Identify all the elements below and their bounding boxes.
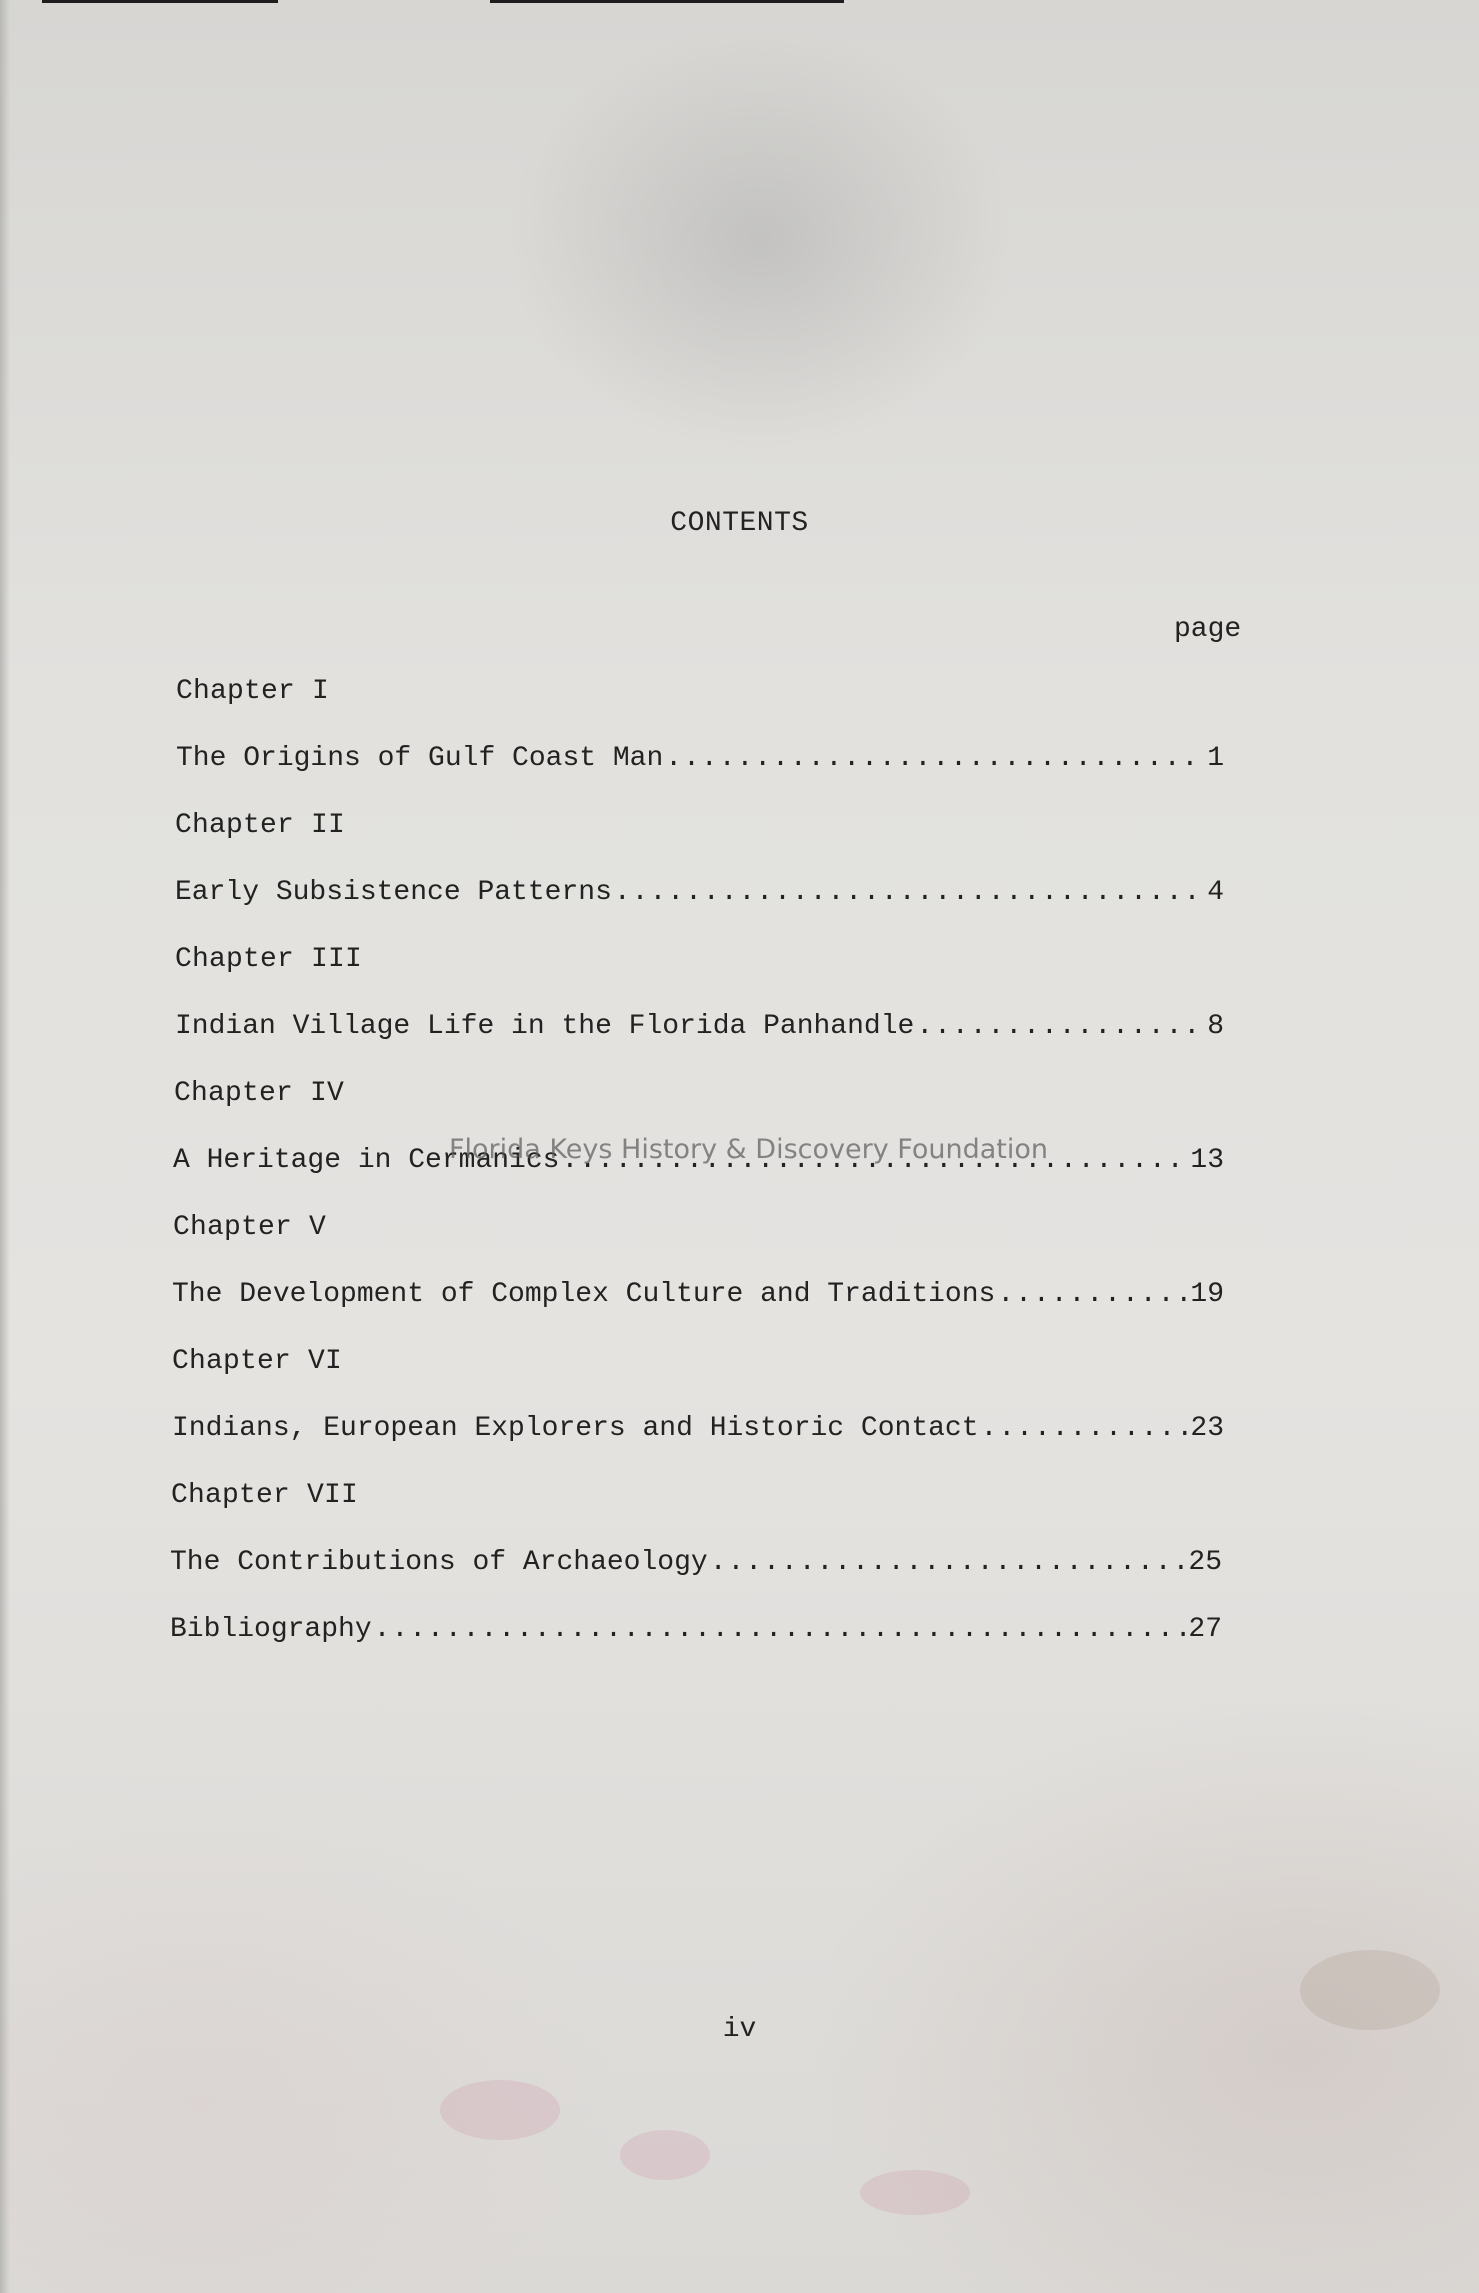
toc-entry bbox=[172, 1413, 1224, 1444]
toc-entry-title: The Contributions of Archaeology bbox=[170, 1547, 708, 1578]
chapter-label: Chapter II bbox=[175, 810, 346, 841]
paper-stain bbox=[440, 2080, 560, 2140]
dot-leader bbox=[614, 877, 1205, 908]
watermark: Florida Keys History & Discovery Foundation bbox=[449, 1134, 1048, 1165]
toc-entry bbox=[170, 1547, 1222, 1578]
dot-leader bbox=[710, 1547, 1187, 1578]
toc-entry-page: 4 bbox=[1207, 877, 1224, 908]
toc-entry-title: Indian Village Life in the Florida Panhandle bbox=[175, 1011, 915, 1042]
toc-entry-title: The Development of Complex Culture and Traditions bbox=[172, 1279, 996, 1310]
top-edge-mark bbox=[42, 0, 278, 3]
toc-entry bbox=[172, 1279, 1224, 1310]
toc-entry-page: 23 bbox=[1190, 1413, 1224, 1444]
chapter-label: Chapter VI bbox=[172, 1346, 343, 1377]
toc-entry-page: 25 bbox=[1188, 1547, 1222, 1578]
toc-entry-page: 13 bbox=[1190, 1145, 1224, 1176]
toc-entry-title: Early Subsistence Patterns bbox=[175, 877, 612, 908]
toc-entry-page: 1 bbox=[1207, 743, 1224, 774]
toc-entry bbox=[175, 1011, 1224, 1042]
chapter-label: Chapter III bbox=[175, 944, 363, 975]
page-number: iv bbox=[722, 2014, 757, 2045]
dot-leader bbox=[997, 1279, 1188, 1310]
toc-entry bbox=[176, 743, 1224, 774]
chapter-label: Chapter VII bbox=[171, 1480, 359, 1511]
top-edge-mark bbox=[490, 0, 844, 3]
paper-stain bbox=[860, 2170, 970, 2215]
contents-heading: CONTENTS bbox=[670, 508, 809, 539]
dot-leader bbox=[374, 1614, 1187, 1645]
page-column-label: page bbox=[1174, 614, 1242, 645]
chapter-label: Chapter I bbox=[176, 676, 330, 707]
bibliography-page: 27 bbox=[1188, 1614, 1222, 1645]
bibliography-title: Bibliography bbox=[170, 1614, 372, 1645]
toc-entry-title: The Origins of Gulf Coast Man bbox=[176, 743, 664, 774]
paper-stain bbox=[620, 2130, 710, 2180]
bibliography-entry bbox=[170, 1614, 1222, 1645]
page-edge-shadow bbox=[0, 0, 10, 2293]
chapter-label: Chapter IV bbox=[174, 1078, 345, 1109]
toc-entry-page: 19 bbox=[1190, 1279, 1224, 1310]
dot-leader bbox=[665, 743, 1205, 774]
toc-entry-title: A Heritage in Cermanics bbox=[173, 1145, 560, 1176]
toc-entry bbox=[175, 877, 1224, 908]
chapter-label: Chapter V bbox=[173, 1212, 327, 1243]
dot-leader bbox=[981, 1413, 1189, 1444]
toc-entry-page: 8 bbox=[1207, 1011, 1224, 1042]
dot-leader bbox=[916, 1011, 1205, 1042]
toc-entry-title: Indians, European Explorers and Historic Contact bbox=[172, 1413, 979, 1444]
